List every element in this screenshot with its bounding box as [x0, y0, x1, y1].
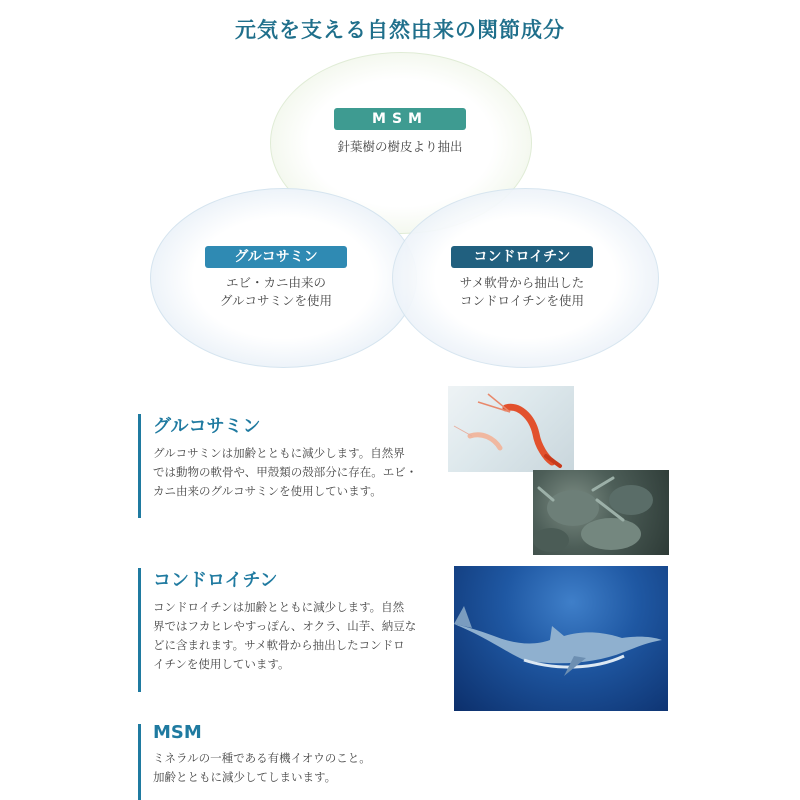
chondroitin-section — [138, 568, 453, 692]
glucosamine-section-title: グルコサミン — [153, 416, 261, 437]
glucosamine-section — [138, 414, 453, 518]
glucosamine-section-body: グルコサミンは加齢とともに減少します。自然界 では動物の軟骨や、甲殻類の殻部分に存在。エビ・ カニ由来のグルコサミンを使用しています。 — [153, 446, 418, 498]
page-title: 元気を支える自然由来の関節成分 — [235, 18, 565, 42]
msm-circle-text: 針葉樹の樹皮より抽出 — [337, 139, 463, 154]
glucosamine-circle-text: エビ・カニ由来の グルコサミンを使用 — [219, 275, 333, 308]
chondroitin-circle-text: サメ軟骨から抽出した コンドロイチンを使用 — [459, 275, 585, 308]
msm-section-body: ミネラルの一種である有機イオウのこと。 加齢とともに減少してしまいます。 — [153, 751, 371, 784]
glucosamine-label-badge: グルコサミン — [205, 246, 347, 268]
shark-illustration — [454, 566, 668, 711]
chondroitin-section-body: コンドロイチンは加齢とともに減少します。自然 界ではフカヒレやすっぽん、オクラ、山芋、納豆な どに含まれます。サメ軟骨から抽出したコンドロ イチンを使用しています。 — [153, 600, 417, 671]
msm-section — [138, 724, 453, 800]
msm-section-title: MSM — [153, 722, 202, 743]
shark-photo — [454, 566, 668, 711]
chondroitin-label-badge: コンドロイチン — [451, 246, 593, 268]
shrimp-photo — [448, 386, 574, 472]
msm-label-badge: MSM — [334, 108, 466, 130]
shrimp-illustration — [448, 386, 574, 472]
chondroitin-section-title: コンドロイチン — [153, 570, 278, 591]
crab-illustration — [533, 470, 669, 555]
crab-photo — [533, 470, 669, 555]
